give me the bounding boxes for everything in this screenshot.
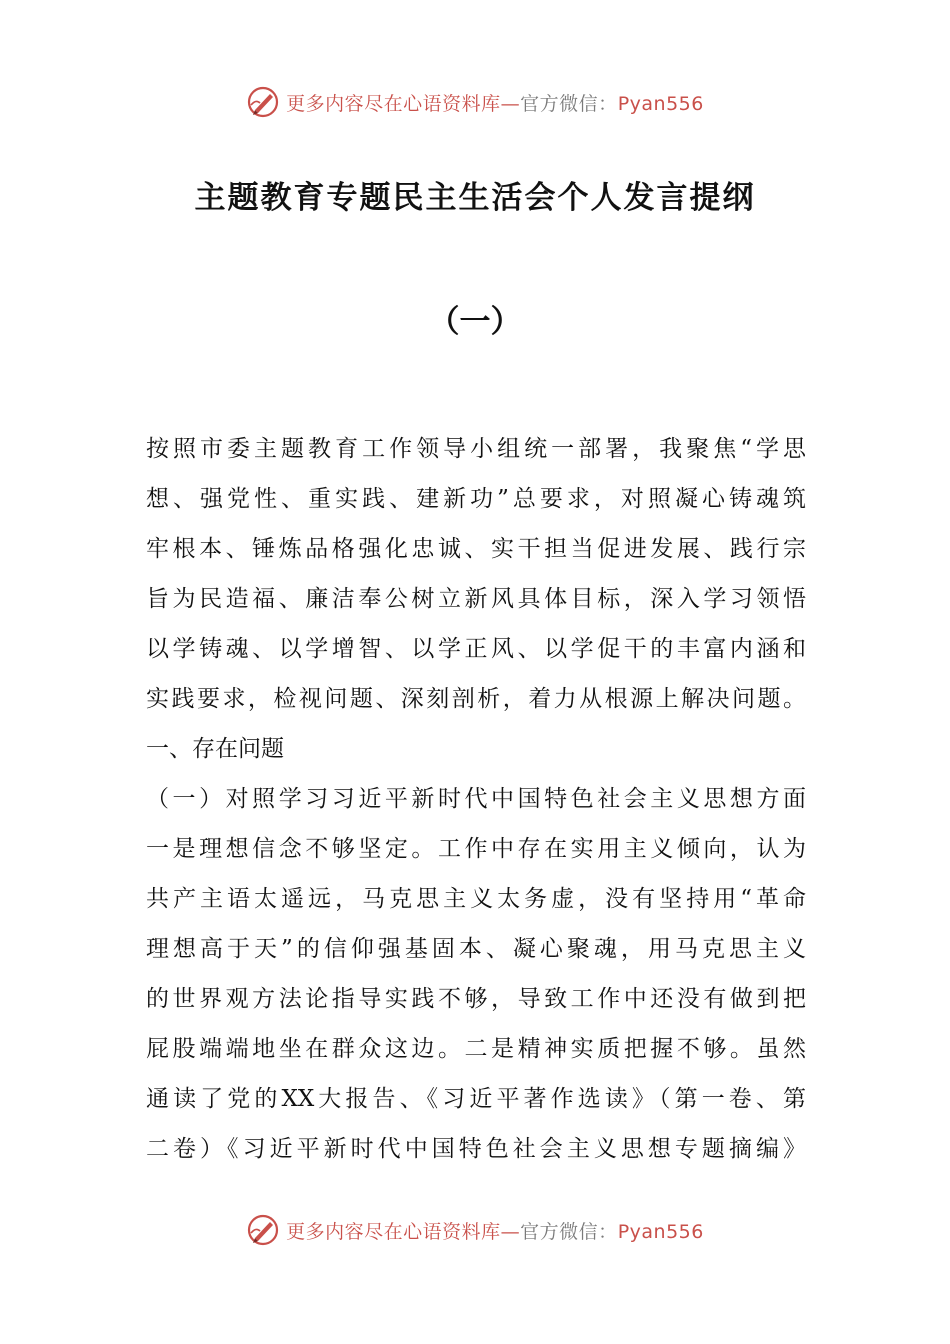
body-line: 共产主语太遥远，马克思主义太务虚，没有坚持用“革命	[146, 886, 806, 912]
document-body	[146, 424, 806, 1174]
watermark-header	[0, 82, 950, 122]
body-line: 想、强党性、重实践、建新功”总要求，对照凝心铸魂筑	[146, 486, 806, 512]
body-line: 实践要求，检视问题、深刻剖析，着力从根源上解决问题。	[146, 686, 806, 712]
body-line: 旨为民造福、廉洁奉公树立新风具体目标，深入学习领悟	[146, 586, 806, 612]
body-line: 牢根本、锤炼品格强化忠诚、实干担当促进发展、践行宗	[146, 536, 806, 562]
watermark-footer	[0, 1210, 950, 1250]
document-subtitle: （一）	[428, 304, 522, 340]
body-line: 二卷）《习近平新时代中国特色社会主义思想专题摘编》	[146, 1136, 806, 1162]
body-line: 按照市委主题教育工作领导小组统一部署，我聚焦“学思	[146, 436, 806, 462]
body-line: 通读了党的XX大报告、《习近平著作选读》（第一卷、第	[146, 1086, 806, 1112]
body-line: 屁股端端地坐在群众这边。二是精神实质把握不够。虽然	[146, 1036, 806, 1062]
body-line: 一是理想信念不够坚定。工作中存在实用主义倾向，认为	[146, 836, 806, 862]
watermark-text: 更多内容尽在心语资料库—官方微信：Pyan556	[286, 92, 704, 115]
body-line: 以学铸魂、以学增智、以学正风、以学促干的丰富内涵和	[146, 636, 806, 662]
subsection-heading: （一）对照学习习近平新时代中国特色社会主义思想方面	[146, 786, 806, 812]
watermark-text: 更多内容尽在心语资料库—官方微信：Pyan556	[286, 1220, 704, 1243]
body-line: 的世界观方法论指导实践不够，导致工作中还没有做到把	[146, 986, 806, 1012]
document-title: 主题教育专题民主生活会个人发言提纲	[194, 180, 756, 216]
pen-logo-icon	[246, 85, 280, 119]
pen-logo-icon	[246, 1213, 280, 1247]
body-line: 理想高于天”的信仰强基固本、凝心聚魂，用马克思主义	[146, 936, 806, 962]
section-heading: 一、存在问题	[146, 736, 284, 762]
